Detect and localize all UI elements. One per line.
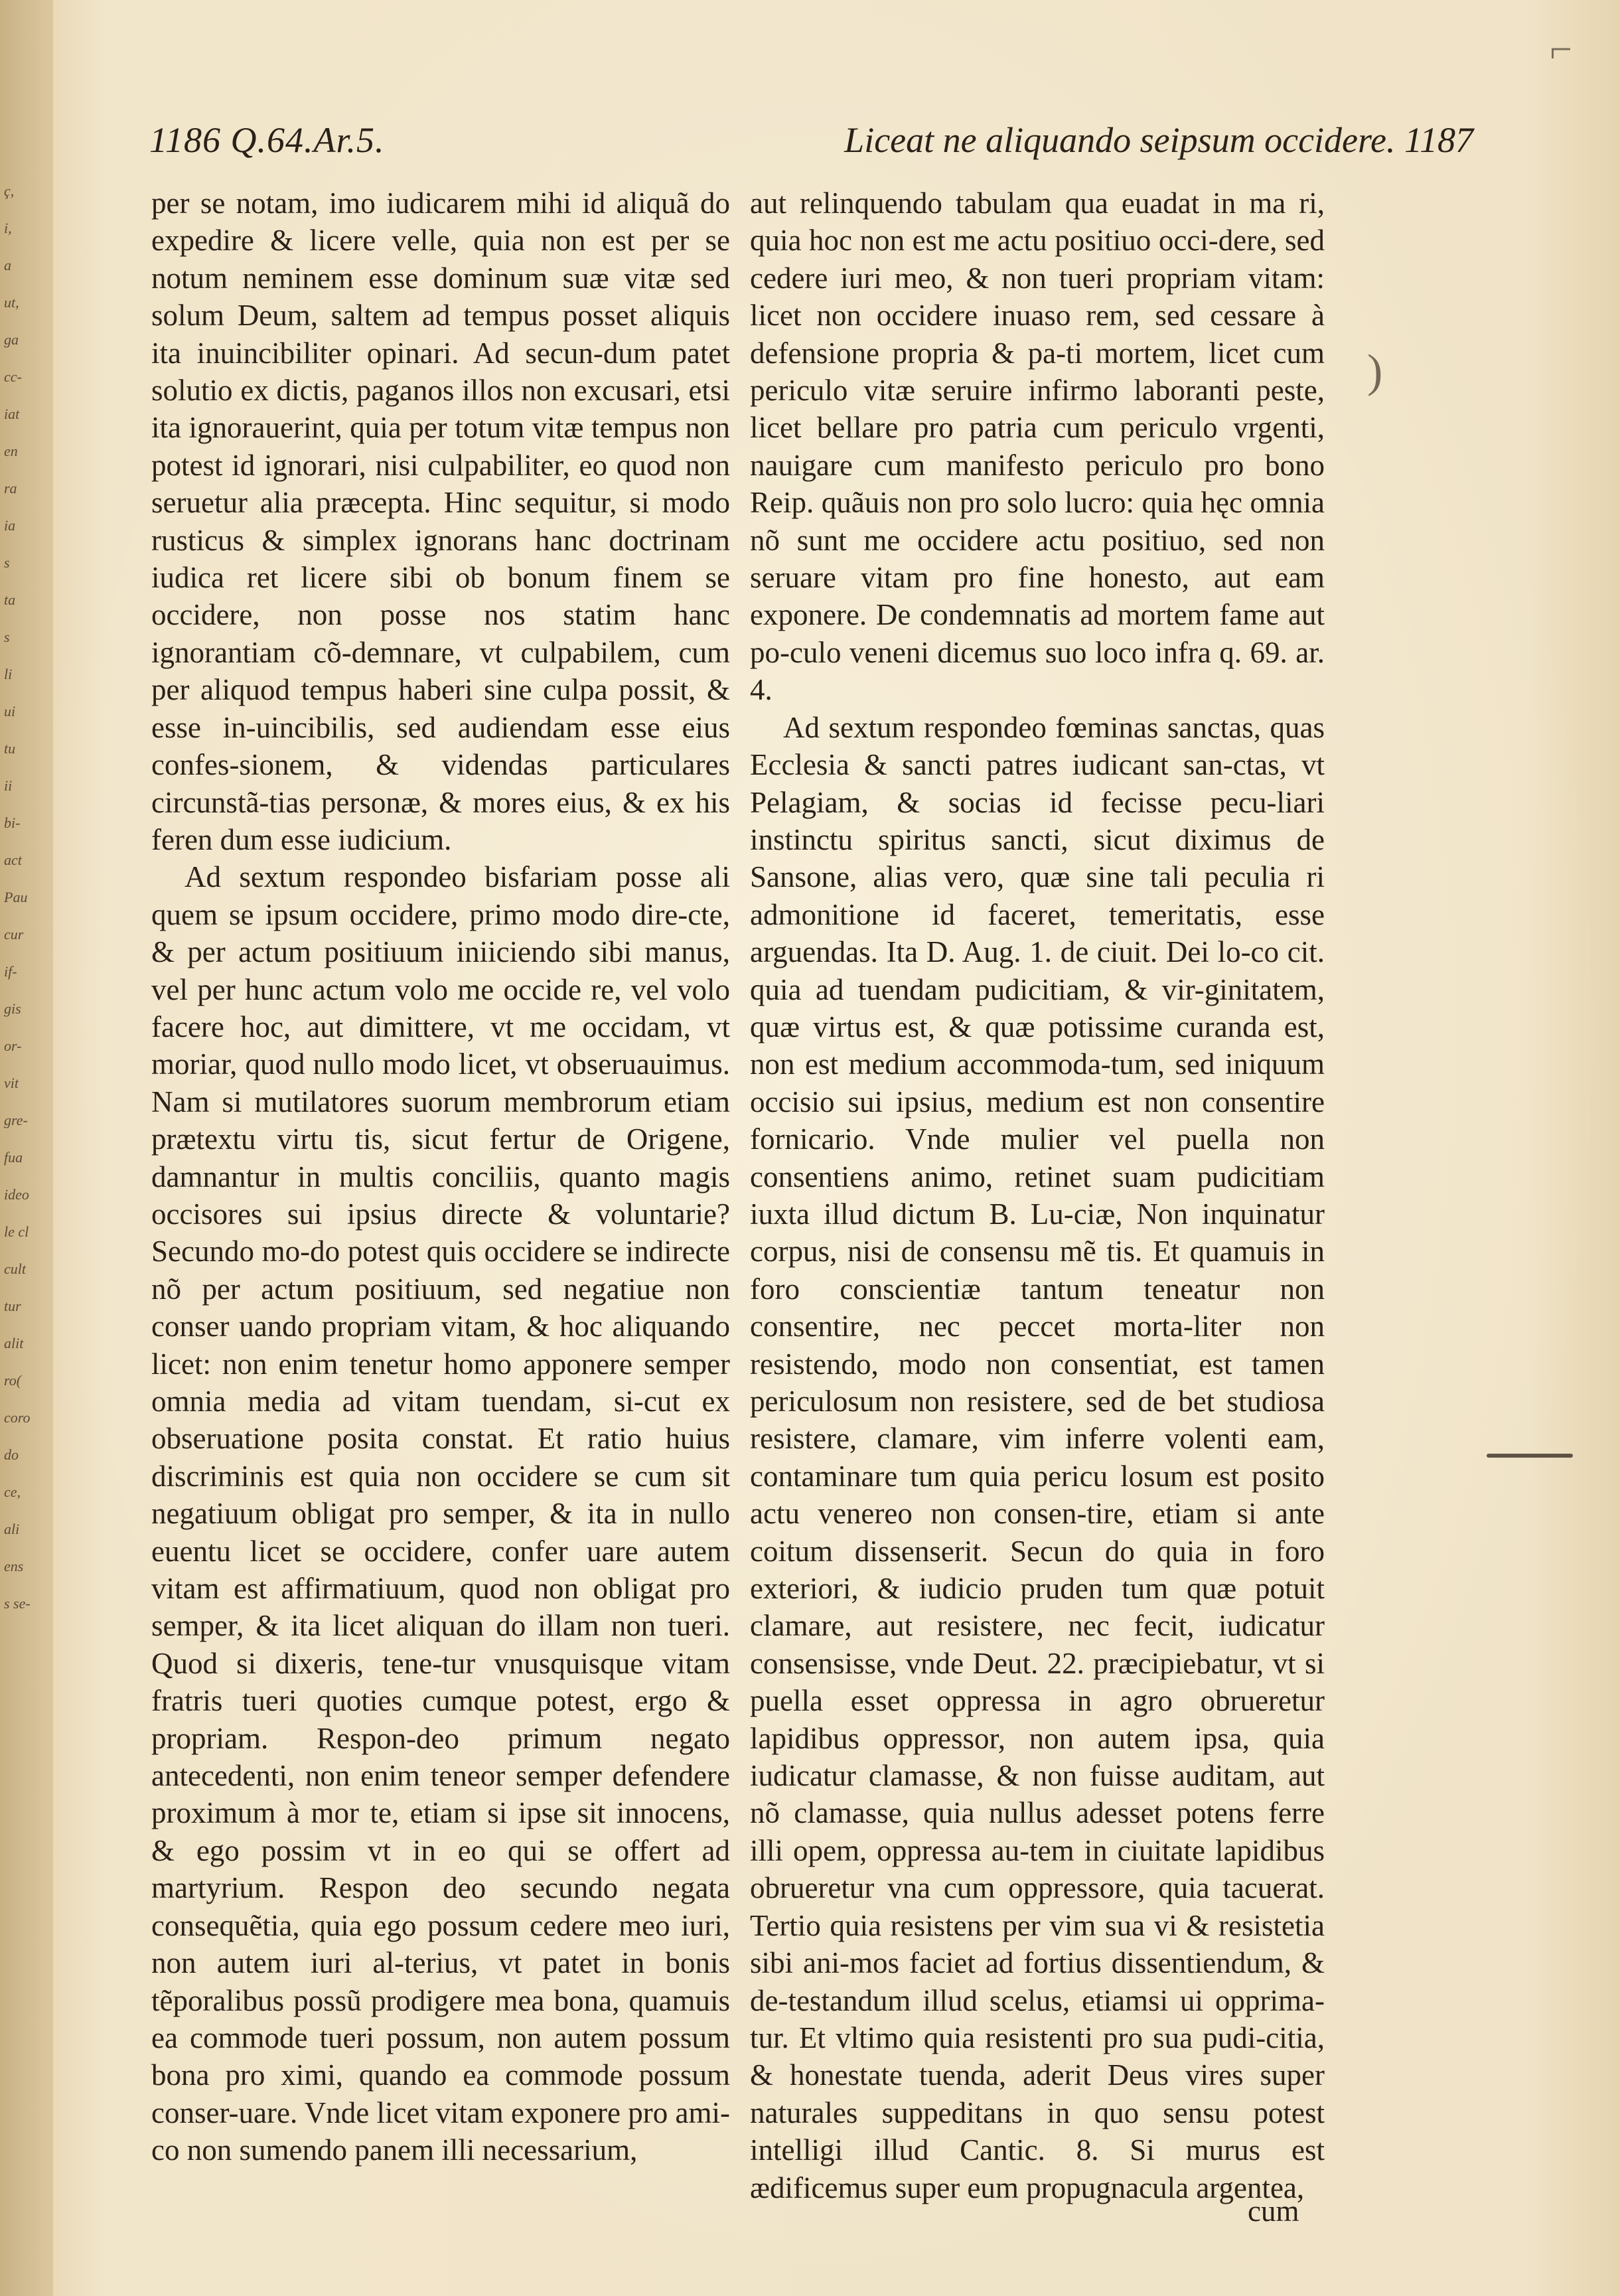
- right-column: [750, 185, 1325, 2206]
- margin-fragment: ce,: [4, 1484, 21, 1500]
- paragraph: Ad sextum respondeo fœminas sanctas, quas Ecclesia & sancti patres iudicant san-ctas, vt Pelagiam, & socias id fecisse pecu-liari instinctu spiritus sancti, sicut diximus de Sansone, alias vero, quæ sine tali peculia ri admonitione id faceret, temeritatis, esse arguendas. Ita D. Aug. 1. de ciuit. Dei lo-co cit. quia ad tuendam pudicitiam, & vir-ginitatem, quæ virtus est, & quæ potissime curanda est, non est medium accommoda-tum, sed iniquum occisio sui ipsius, medium est non consentire fornicario. Vnde mulier vel puella non consentiens animo, retinet suam pudicitiam iuxta illud dictum B. Lu-ciæ, Non inquinatur corpus, nisi de consensu mẽ tis. Et quamuis in foro conscientiæ tantum teneatur non consentire, nec peccet morta-liter non resistendo, modo non consentiat, est tamen periculosum non resistere, sed de bet studiosa resistere, clamare, vim inferre volenti eam, contaminare tum quia pericu losum est posito actu venereo non consen-tire, etiam si ante coitum dissenserit. Secun do quia in foro exteriori, & iudicio pruden tum quæ potuit clamare, aut resistere, nec fecit, iudicatur consensisse, vnde Deut. 22. præcipiebatur, vt si puella esset oppressa in agro obrueretur lapidibus oppressor, non autem ipsa, quia iudicatur clamasse, & non fuisse auditam, aut nõ clamasse, quia nullus adesset potens ferre illi opem, oppressa au-tem in ciuitate lapidibus obrueretur vna cum oppressore, quia tacuerat. Tertio quia resistens per vim sua vi & resistetia sibi ani-mos faciet ad fortius dissentiendum, & de-testandum illud scelus, etiamsi ui opprima-tur. Et vltimo quia resistenti pro sua pudi-citia, & honestate tuenda, aderit Deus vires super naturales suppeditans in quo sensu potest intelligi illud Cantic. 8. Si murus est ædificemus super eum propugnacula argentea,: [750, 710, 1325, 2204]
- margin-fragment: i,: [4, 220, 12, 236]
- margin-fragment: gre-: [4, 1112, 28, 1128]
- page-header-right: Liceat ne aliquando seipsum occidere. 1187: [844, 120, 1473, 160]
- margin-fragment: or-: [4, 1037, 22, 1054]
- margin-fragment: ç,: [4, 183, 15, 199]
- margin-bracket-icon: ): [1367, 346, 1383, 397]
- margin-fragment: tu: [4, 740, 16, 757]
- margin-fragment: ui: [4, 703, 16, 720]
- paragraph: per se notam, imo iudicarem mihi id aliquã do expedire & licere velle, quia non est per se notum neminem esse dominum suæ vitæ sed solum Deum, saltem ad tempus posset aliquis ita inuincibiliter opinari. Ad secun-dum patet solutio ex dictis, paganos illos non excusari, etsi ita ignorauerint, quia per totum vitæ tempus non potest id ignorari, nisi culpabiliter, eo quod non seruetur alia præcepta. Hinc sequitur, si modo rusticus & simplex ignorans hanc doctrinam iudica ret licere sibi ob bonum finem se occidere, non posse nos statim hanc ignorantiam cõ-demnare, vt culpabilem, cum per aliquod tempus haberi sine culpa possit, & esse in-uincibilis, sed audiendam esse eius confes-sionem, & videndas particulares circunstã-tias personæ, & mores eius, & ex his feren dum esse iudicium.: [151, 187, 730, 856]
- paragraph: aut relinquendo tabulam qua euadat in ma ri, quia hoc non est me actu positiuo occi-dere, sed cedere iuri meo, & non tueri propriam vitam: licet non occidere inuaso rem, sed cessare à defensione propria & pa-ti mortem, licet cum periculo vitæ seruire infirmo laboranti peste, licet bellare pro patria cum periculo vrgenti, nauigare cum manifesto periculo pro bono Reip. quãuis non pro solo lucro: quia hęc omnia nõ sunt me occidere actu positiuo, sed non seruare vitam pro fine honesto, aut eam exponere. De condemnatis ad mortem fame aut po-culo veneni dicemus suo loco infra q. 69. ar. 4.: [750, 187, 1325, 707]
- margin-fragment: ia: [4, 517, 16, 534]
- margin-fragment: do: [4, 1446, 19, 1463]
- margin-fragment: le cl: [4, 1223, 29, 1240]
- previous-page-margin: [0, 0, 53, 2296]
- margin-fragments: [4, 173, 50, 1622]
- margin-fragment: s: [4, 554, 10, 571]
- margin-fragment: vit: [4, 1075, 19, 1091]
- margin-dash-mark-icon: [1487, 1454, 1573, 1458]
- margin-fragment: en: [4, 443, 18, 459]
- margin-fragment: Pau: [4, 889, 28, 905]
- margin-fragment: cur: [4, 926, 24, 943]
- margin-fragment: ut,: [4, 294, 19, 311]
- margin-fragment: ta: [4, 591, 16, 608]
- margin-fragment: alit: [4, 1335, 24, 1351]
- margin-fragment: ideo: [4, 1186, 29, 1203]
- margin-fragment: ali: [4, 1521, 20, 1537]
- margin-fragment: s: [4, 629, 10, 645]
- margin-fragment: li: [4, 666, 13, 682]
- catchword: cum: [1248, 2194, 1299, 2228]
- margin-fragment: ii: [4, 777, 13, 794]
- paragraph: Ad sextum respondeo bisfariam posse ali quem se ipsum occidere, primo modo dire-cte, & per actum positiuum iniiciendo sibi manus, vel per hunc actum volo me occide re, vel volo facere hoc, aut dimittere, vt me occidam, vt moriar, quod nullo modo licet, vt obseruauimus. Nam si mutilatores suorum membrorum etiam prætextu virtu tis, sicut fertur de Origene, damnantur in multis conciliis, quanto magis occisores sui ipsius directe & voluntarie? Secundo mo-do potest quis occidere se indirecte nõ per actum positiuum, sed negatiue non conser uando propriam vitam, & hoc aliquando licet: non enim tenetur homo apponere semper omnia media ad vitam tuendam, si-cut ex obseruatione posita constat. Et ratio huius discriminis est quia non occidere se cum sit negatiuum obligat pro semper, & ita in nullo euentu licet se occidere, confer uare autem vitam est affirmatiuum, quod non obligat pro semper, & ita licet aliquan do illam non tueri. Quod si dixeris, tene-tur vnusquisque vitam fratris tueri quoties cumque potest, ergo & propriam. Respon-deo primum negato antecedenti, non enim teneor semper defendere proximum à mor te, etiam si ipse sit innocens, & ego possim vt in eo qui se offert ad martyrium. Respon deo secundo negata consequẽtia, quia ego possum cedere meo iuri, non autem iuri al-terius, vt patet in bonis tẽporalibus possũ prodigere mea bona, quamuis ea commode tueri possum, non autem possum bona pro ximi, quando ea commode possum conser-uare. Vnde licet vitam exponere pro ami-co non sumendo panem illi necessarium,: [151, 860, 730, 2167]
- margin-fragment: cc-: [4, 368, 22, 385]
- margin-fragment: if-: [4, 963, 17, 980]
- margin-fragment: cult: [4, 1261, 26, 1277]
- margin-fragment: ens: [4, 1558, 24, 1574]
- margin-fragment: iat: [4, 406, 20, 422]
- left-column: [151, 185, 730, 2169]
- page-header-left: 1186 Q.64.Ar.5.: [149, 120, 385, 160]
- margin-fragment: tur: [4, 1298, 21, 1314]
- margin-fragment: ra: [4, 480, 17, 497]
- margin-fragment: fua: [4, 1149, 23, 1166]
- margin-fragment: act: [4, 852, 22, 868]
- margin-fragment: s se-: [4, 1595, 31, 1612]
- margin-fragment: ga: [4, 331, 19, 348]
- margin-fragment: gis: [4, 1000, 21, 1017]
- margin-fragment: a: [4, 257, 11, 273]
- margin-fragment: coro: [4, 1409, 31, 1426]
- margin-fragment: bi-: [4, 814, 21, 831]
- corner-ink-mark-icon: ⌐: [1550, 27, 1572, 71]
- margin-fragment: ro(: [4, 1372, 22, 1389]
